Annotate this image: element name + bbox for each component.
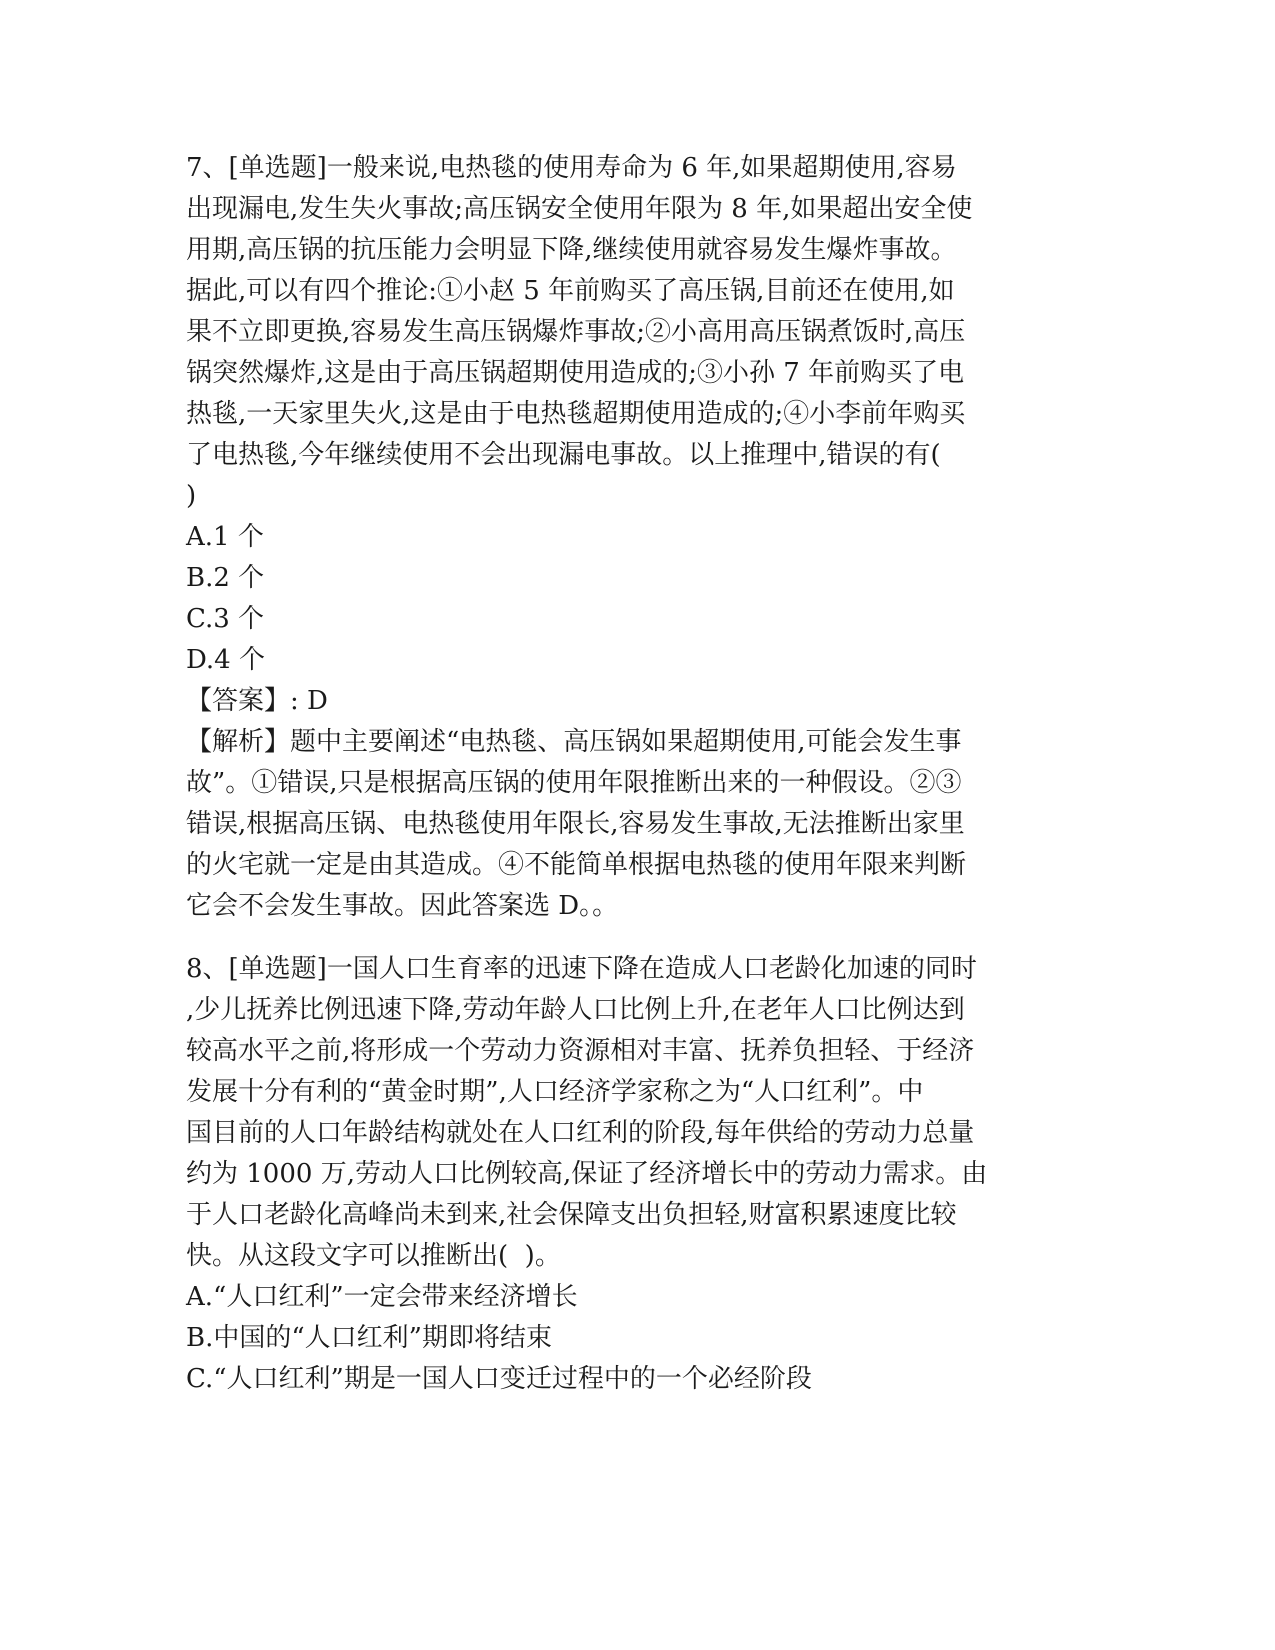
option-b: B.中国的“人口红利”期即将结束 xyxy=(186,1323,552,1353)
stem-line: ,少儿抚养比例迅速下降,劳动年龄人口比例上升,在老年人口比例达到 xyxy=(186,995,965,1025)
stem-line: 出现漏电,发生失火事故;高压锅安全使用年限为 8 年,如果超出安全使 xyxy=(186,194,973,224)
stem-line: 较高水平之前,将形成一个劳动力资源相对丰富、抚养负担轻、于经济 xyxy=(186,1036,975,1066)
analysis-line: 的火宅就一定是由其造成。④不能简单根据电热毯的使用年限来判断 xyxy=(186,850,967,880)
stem-line: 快。从这段文字可以推断出( )。 xyxy=(186,1241,561,1271)
analysis-line: 它会不会发生事故。因此答案选 D。。 xyxy=(186,891,619,921)
document-page xyxy=(186,148,1086,1400)
option-b: B.2 个 xyxy=(186,563,265,593)
stem-line: 锅突然爆炸,这是由于高压锅超期使用造成的;③小孙 7 年前购买了电 xyxy=(186,358,965,388)
question-options xyxy=(186,1277,1086,1400)
stem-line: 8、[单选题]一国人口生育率的迅速下降在造成人口老龄化加速的同时 xyxy=(186,954,977,984)
stem-line: ) xyxy=(186,481,197,511)
stem-line: 约为 1000 万,劳动人口比例较高,保证了经济增长中的劳动力需求。由 xyxy=(186,1159,988,1189)
question-stem xyxy=(186,949,1086,1277)
stem-line: 热毯,一天家里失火,这是由于电热毯超期使用造成的;④小李前年购买 xyxy=(186,399,966,429)
stem-line: 国目前的人口年龄结构就处在人口红利的阶段,每年供给的劳动力总量 xyxy=(186,1118,975,1148)
option-d: D.4 个 xyxy=(186,645,265,675)
analysis-line: 故”。①错误,只是根据高压锅的使用年限推断出来的一种假设。②③ xyxy=(186,768,962,798)
option-c: C.3 个 xyxy=(186,604,265,634)
question-options xyxy=(186,517,1086,681)
stem-line: 了电热毯,今年继续使用不会出现漏电事故。以上推理中,错误的有( xyxy=(186,440,941,470)
analysis-line: 错误,根据高压锅、电热毯使用年限长,容易发生事故,无法推断出家里 xyxy=(186,809,965,839)
question-stem xyxy=(186,148,1086,517)
stem-line: 果不立即更换,容易发生高压锅爆炸事故;②小高用高压锅煮饭时,高压 xyxy=(186,317,966,347)
question-7 xyxy=(186,148,1086,927)
analysis xyxy=(186,722,1086,927)
question-separator xyxy=(186,927,1086,949)
answer-line: 【答案】: D xyxy=(186,686,328,716)
stem-line: 7、[单选题]一般来说,电热毯的使用寿命为 6 年,如果超期使用,容易 xyxy=(186,153,957,183)
stem-line: 用期,高压锅的抗压能力会明显下降,继续使用就容易发生爆炸事故。 xyxy=(186,235,957,265)
option-c: C.“人口红利”期是一国人口变迁过程中的一个必经阶段 xyxy=(186,1364,812,1394)
stem-line: 于人口老龄化高峰尚未到来,社会保障支出负担轻,财富积累速度比较 xyxy=(186,1200,957,1230)
stem-line: 发展十分有利的“黄金时期”,人口经济学家称之为“人口红利”。中 xyxy=(186,1077,924,1107)
option-a: A.“人口红利”一定会带来经济增长 xyxy=(186,1282,578,1312)
question-8 xyxy=(186,949,1086,1400)
analysis-line: 【解析】题中主要阐述“电热毯、高压锅如果超期使用,可能会发生事 xyxy=(186,727,962,757)
stem-line: 据此,可以有四个推论:①小赵 5 年前购买了高压锅,目前还在使用,如 xyxy=(186,276,955,306)
option-a: A.1 个 xyxy=(186,522,264,552)
